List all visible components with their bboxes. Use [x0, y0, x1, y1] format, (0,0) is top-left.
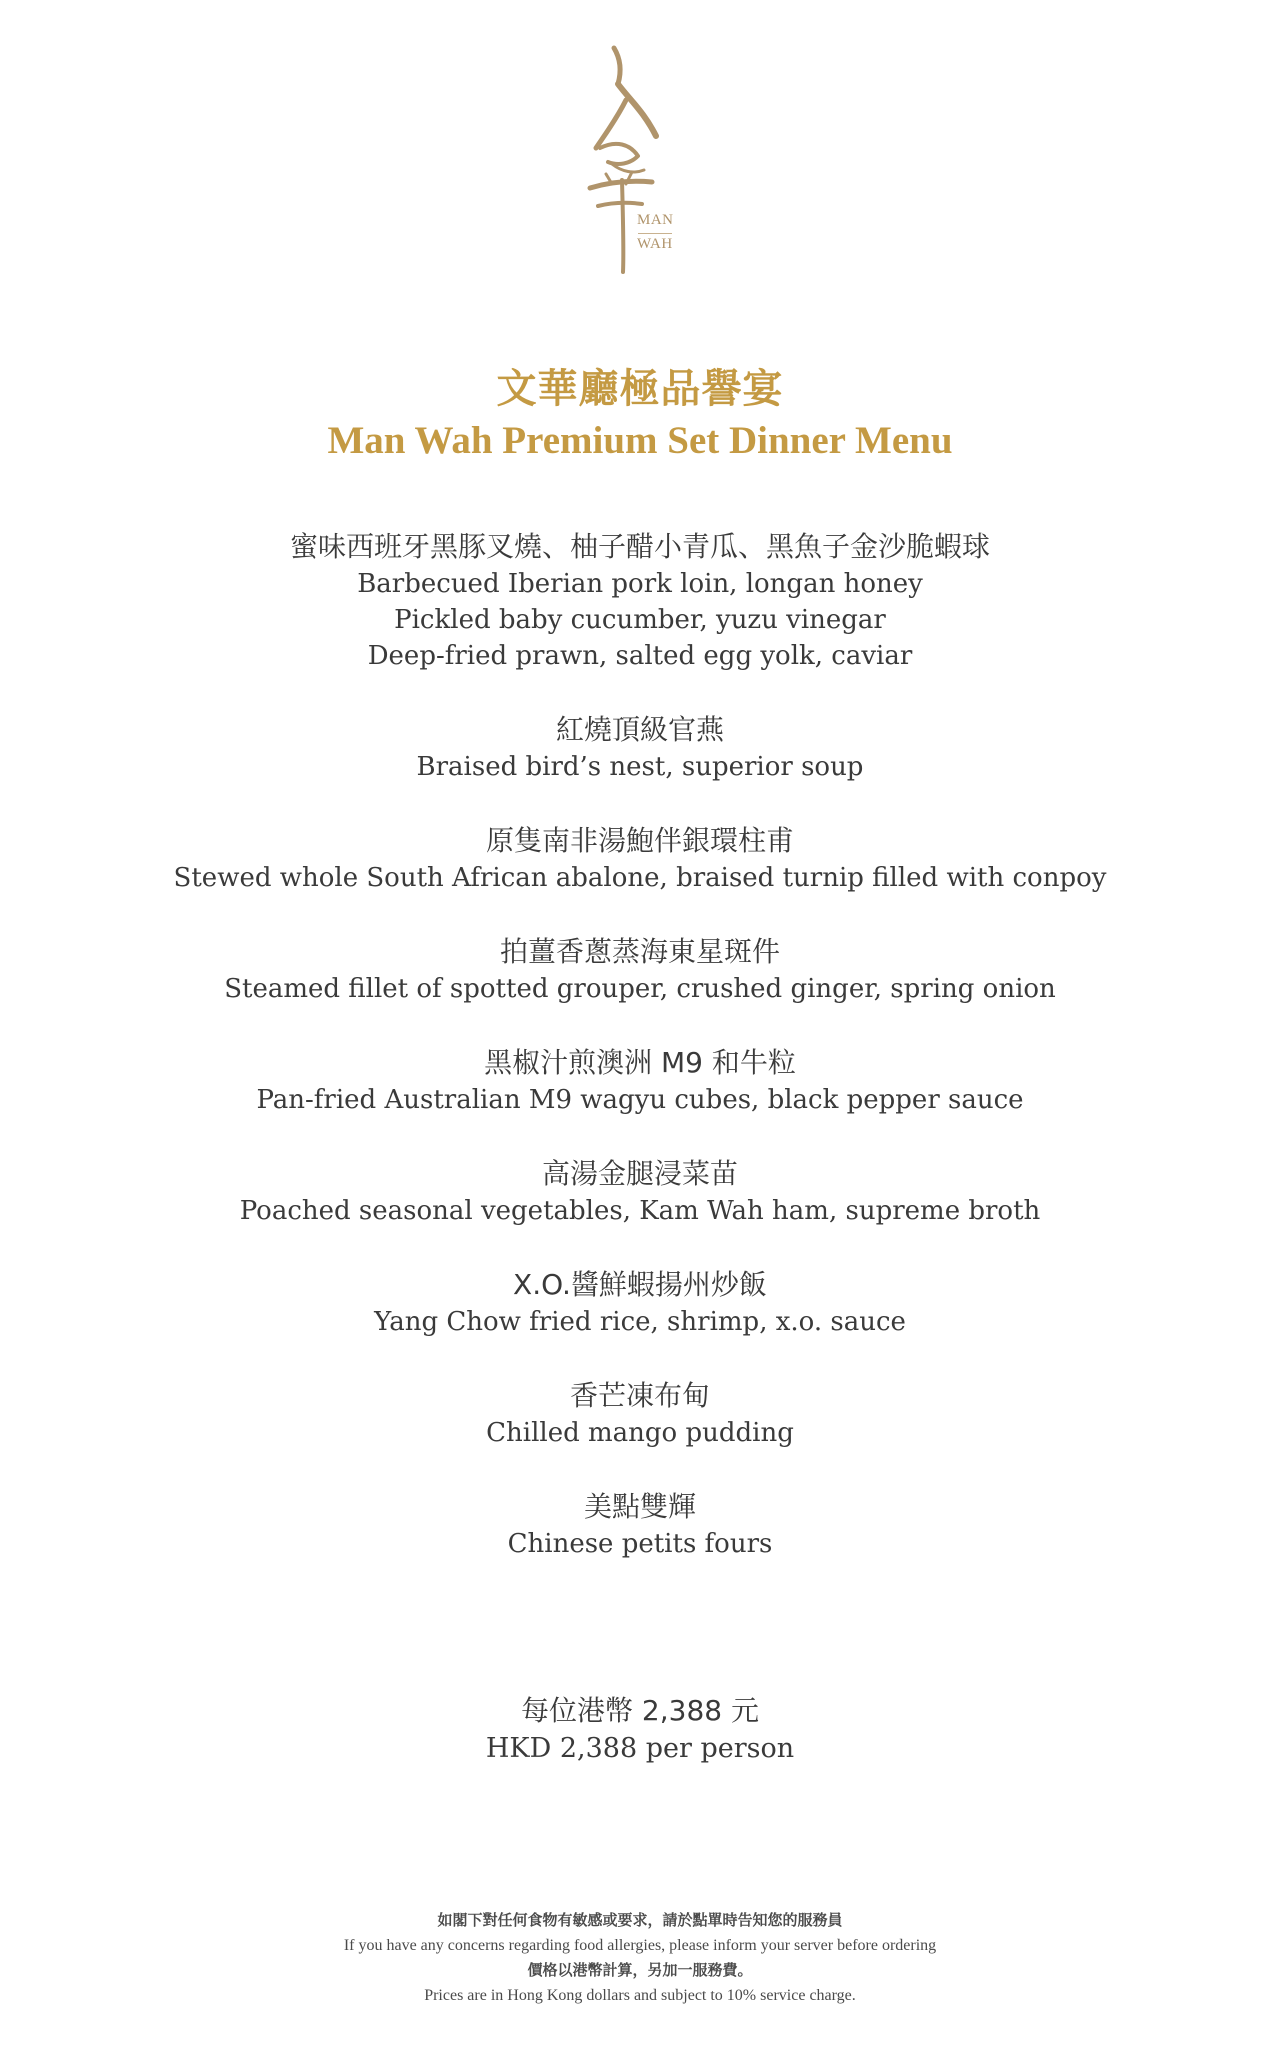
menu-title-chinese: 文華廳極品譽宴	[496, 366, 784, 412]
course-description: Deep-fried prawn, salted egg yolk, caviar	[367, 641, 913, 671]
course-item	[0, 528, 1280, 674]
allergy-note-english: If you have any concerns regarding food allergies, please inform your server before ordering	[343, 1937, 937, 1954]
course-item	[0, 822, 1280, 896]
course-item	[0, 1044, 1280, 1118]
course-description: Steamed fillet of spotted grouper, crushed ginger, spring onion	[224, 974, 1056, 1004]
service-charge-note-chinese: 價格以港幣計算，另加一服務費。	[527, 1961, 753, 1979]
price-chinese: 每位港幣 2,388 元	[521, 1694, 759, 1727]
footer-notes	[0, 1908, 1280, 2008]
course-item	[0, 711, 1280, 785]
logo-brand-line2: WAH	[637, 236, 673, 252]
course-name-chinese: 黑椒汁煎澳洲 M9 和牛粒	[484, 1046, 796, 1079]
menu-title-english: Man Wah Premium Set Dinner Menu	[327, 419, 953, 462]
price-english: HKD 2,388 per person	[485, 1733, 795, 1764]
price-block	[0, 1692, 1280, 1767]
course-item	[0, 1266, 1280, 1340]
course-name-chinese: 紅燒頂級官燕	[555, 713, 724, 746]
logo-divider	[638, 233, 672, 234]
allergy-note-chinese: 如閣下對任何食物有敏感或要求，請於點單時告知您的服務員	[437, 1911, 843, 1929]
course-description: Pickled baby cucumber, yuzu vinegar	[394, 605, 886, 635]
course-description: Yang Chow fried rice, shrimp, x.o. sauce	[374, 1307, 906, 1337]
course-name-chinese: 高湯金腿浸菜苗	[541, 1157, 738, 1190]
course-item	[0, 1377, 1280, 1451]
logo-brand-line1: MAN	[637, 212, 674, 228]
course-name-chinese: 香芒凍布甸	[569, 1379, 710, 1412]
course-name-chinese: 美點雙輝	[583, 1490, 696, 1523]
course-list	[0, 528, 1280, 1599]
course-description: Poached seasonal vegetables, Kam Wah ham, supreme broth	[239, 1196, 1041, 1226]
course-name-chinese: 蜜味西班牙黑豚叉燒、柚子醋小青瓜、黑魚子金沙脆蝦球	[289, 530, 990, 563]
course-description: Chinese petits fours	[507, 1529, 773, 1559]
course-description: Chilled mango pudding	[486, 1418, 794, 1448]
service-charge-note-english: Prices are in Hong Kong dollars and subject to 10% service charge.	[424, 1987, 856, 2004]
course-item	[0, 1155, 1280, 1229]
course-description: Braised bird’s nest, superior soup	[416, 752, 864, 782]
course-name-chinese: 原隻南非湯鮑伴銀環柱甫	[485, 824, 794, 857]
course-name-chinese: X.O.醬鮮蝦揚州炒飯	[513, 1268, 767, 1301]
course-description: Pan-fried Australian M9 wagyu cubes, black pepper sauce	[256, 1085, 1024, 1115]
course-description: Stewed whole South African abalone, braised turnip filled with conpoy	[173, 863, 1107, 893]
course-name-chinese: 拍薑香蔥蒸海東星斑件	[499, 935, 780, 968]
course-item	[0, 933, 1280, 1007]
course-description: Barbecued Iberian pork loin, longan honey	[357, 569, 923, 599]
course-item	[0, 1488, 1280, 1562]
